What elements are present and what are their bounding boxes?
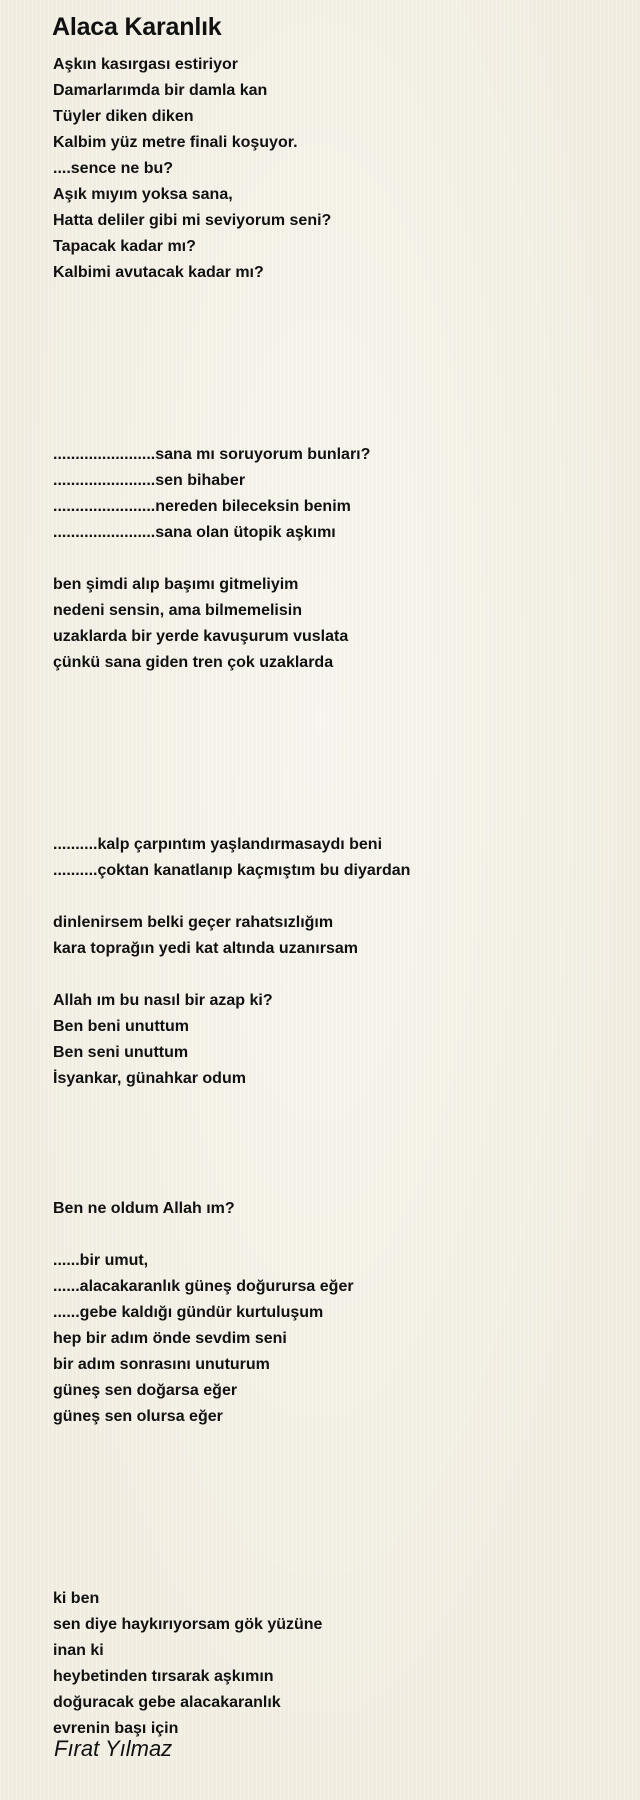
poem-line: Aşkın kasırgası estiriyor	[53, 56, 238, 73]
stanza-break	[53, 416, 410, 442]
poem-line: ..........çoktan kanatlanıp kaçmıştım bu diyardan	[53, 862, 411, 879]
poem-line: ben şimdi alıp başımı gitmeliyim	[53, 576, 299, 593]
poem-line: uzaklarda bir yerde kavuşurum vuslata	[53, 628, 349, 645]
stanza-break	[53, 1092, 410, 1118]
stanza-break	[53, 806, 410, 832]
poem-line: bir adım sonrasını unuturum	[53, 1356, 270, 1373]
stanza-break	[53, 1170, 410, 1196]
poem-line: ......bir umut,	[53, 1252, 149, 1269]
stanza-break	[53, 546, 410, 572]
poem-line: Ben seni unuttum	[53, 1044, 189, 1061]
poem-line: .......................nereden bileceksin benim	[53, 498, 351, 515]
stanza-break	[53, 676, 410, 702]
stanza-break	[53, 1508, 410, 1534]
poem-line: dinlenirsem belki geçer rahatsızlığım	[53, 914, 334, 931]
stanza-break	[53, 702, 410, 728]
stanza-break	[53, 286, 410, 312]
poem-line: kara toprağın yedi kat altında uzanırsam	[53, 940, 358, 957]
stanza-break	[53, 1222, 410, 1248]
stanza-break	[53, 1144, 410, 1170]
poem-line: ......alacakaranlık güneş doğurursa eğer	[53, 1278, 354, 1295]
poem-line: ....sence ne bu?	[53, 160, 174, 177]
poem-title: Alaca Karanlık	[52, 13, 222, 41]
stanza-break	[53, 780, 410, 806]
poem-line: heybetinden tırsarak aşkımın	[53, 1668, 274, 1685]
stanza-break	[53, 1534, 410, 1560]
poem-line: .......................sen bihaber	[53, 472, 246, 489]
poem-line: .......................sana olan ütopik aşkımı	[53, 524, 336, 541]
poem-line: nedeni sensin, ama bilmemelisin	[53, 602, 302, 619]
stanza-break	[53, 390, 410, 416]
poem-line: çünkü sana giden tren çok uzaklarda	[53, 654, 334, 671]
poem-line: Kalbim yüz metre finali koşuyor.	[53, 134, 298, 151]
poem-line: evrenin başı için	[53, 1720, 179, 1737]
poem-line: İsyankar, günahkar odum	[53, 1070, 246, 1087]
poem-author: Fırat Yılmaz	[54, 1736, 173, 1761]
poem-line: Ben ne oldum Allah ım?	[53, 1200, 235, 1217]
stanza-break	[53, 1482, 410, 1508]
poem-line: Kalbimi avutacak kadar mı?	[53, 264, 264, 281]
stanza-break	[53, 1456, 410, 1482]
stanza-break	[53, 728, 410, 754]
poem-line: ......gebe kaldığı gündür kurtuluşum	[53, 1304, 324, 1321]
poem-line: ..........kalp çarpıntım yaşlandırmasaydı beni	[53, 836, 383, 853]
stanza-break	[53, 1560, 410, 1586]
poem-line: Hatta deliler gibi mi seviyorum seni?	[53, 212, 332, 229]
stanza-break	[53, 962, 410, 988]
poem-line: güneş sen olursa eğer	[53, 1408, 223, 1425]
stanza-break	[53, 1430, 410, 1456]
stanza-break	[53, 884, 410, 910]
poem-line: hep bir adım önde sevdim seni	[53, 1330, 287, 1347]
poem-body	[53, 52, 410, 1742]
poem-line: Damarlarımda bir damla kan	[53, 82, 268, 99]
poem-line: .......................sana mı soruyorum bunları?	[53, 446, 371, 463]
poem-line: güneş sen doğarsa eğer	[53, 1382, 238, 1399]
poem-line: Allah ım bu nasıl bir azap ki?	[53, 992, 273, 1009]
poem-line: doğuracak gebe alacakaranlık	[53, 1694, 281, 1711]
stanza-break	[53, 1118, 410, 1144]
poem-line: sen diye haykırıyorsam gök yüzüne	[53, 1616, 323, 1633]
stanza-break	[53, 312, 410, 338]
poem-line: Aşık mıyım yoksa sana,	[53, 186, 233, 203]
poem-line: inan ki	[53, 1642, 104, 1659]
poem-line: Tapacak kadar mı?	[53, 238, 196, 255]
stanza-break	[53, 338, 410, 364]
poem-line: Tüyler diken diken	[53, 108, 194, 125]
stanza-break	[53, 754, 410, 780]
poem-line: Ben beni unuttum	[53, 1018, 189, 1035]
stanza-break	[53, 364, 410, 390]
poem-line: ki ben	[53, 1590, 100, 1607]
